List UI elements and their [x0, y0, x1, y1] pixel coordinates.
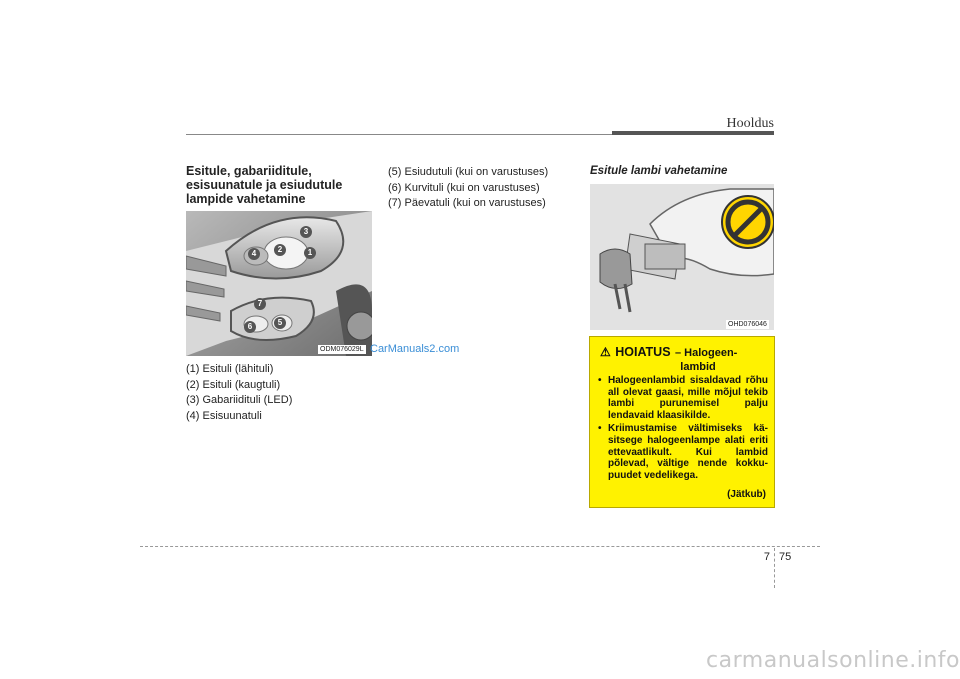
- running-header: Hooldus: [726, 116, 774, 131]
- callout-6: 6: [244, 321, 256, 333]
- callout-2: 2: [274, 244, 286, 256]
- warning-subtitle: – Halogeen-: [675, 347, 738, 359]
- page-number: 75: [779, 551, 792, 563]
- callout-7: 7: [254, 298, 266, 310]
- photo-code: OHD076046: [728, 321, 767, 328]
- header-accent-bar: [612, 131, 774, 135]
- list-item: (2) Esituli (kaugtuli): [186, 378, 281, 391]
- photo-code: ODM076029L: [320, 346, 364, 353]
- footer-rule: [140, 546, 820, 547]
- list-item: (4) Esisuunatuli: [186, 409, 262, 422]
- warning-list: [598, 375, 768, 483]
- warning-item: • Halogeenlambid sisaldavad rõhu all olevat gaasi, mille mõjul tekib lambi purunemisel palju lendavaid klaasikilde.: [598, 375, 768, 421]
- chapter-number: 7: [763, 551, 770, 563]
- callout-4: 4: [248, 248, 260, 260]
- list-item: (6) Kurvituli (kui on varustuses): [388, 181, 540, 194]
- warning-subtitle-2: lambid: [680, 361, 716, 373]
- list-item: (1) Esituli (lähituli): [186, 363, 274, 375]
- hand-bulb-illustration: [590, 184, 774, 330]
- warning-item: • Kriimustamise vältimiseks kä-sitsege halogeenlampe alati eriti ettevaatlikult. Kui lambid põlevad, vältige nende kokku-puudet vedelikega.: [598, 423, 768, 481]
- continued-label: (Jätkub): [727, 489, 766, 500]
- callout-5: 5: [274, 317, 286, 329]
- warning-triangle-icon: ⚠: [600, 345, 611, 359]
- headlight-photo: [186, 211, 372, 356]
- headlight-illustration: [186, 211, 372, 356]
- bulb-heading: Esitule lambi vahetamine: [590, 165, 728, 177]
- callout-1: 1: [304, 247, 316, 259]
- list-item: (5) Esiudutuli (kui on varustuses): [388, 166, 549, 178]
- lamp-list-middle: [388, 165, 578, 212]
- section-heading: Esitule, gabariiditule, esisuunatule ja esiudutule lampide vahetamine: [186, 164, 343, 206]
- warning-title-row: [600, 343, 766, 373]
- warning-box: [589, 336, 775, 508]
- bulb-photo: [590, 184, 774, 330]
- lamp-list-left: [186, 362, 376, 424]
- footer-divider: [774, 548, 775, 588]
- callout-3: 3: [300, 226, 312, 238]
- list-item: (7) Päevatuli (kui on varustuses): [388, 197, 546, 209]
- watermark-link[interactable]: CarManuals2.com: [370, 343, 460, 355]
- warning-title: HOIATUS: [615, 345, 671, 359]
- list-item: (3) Gabariidituli (LED): [186, 394, 293, 406]
- site-watermark: carmanualsonline.info: [706, 648, 960, 673]
